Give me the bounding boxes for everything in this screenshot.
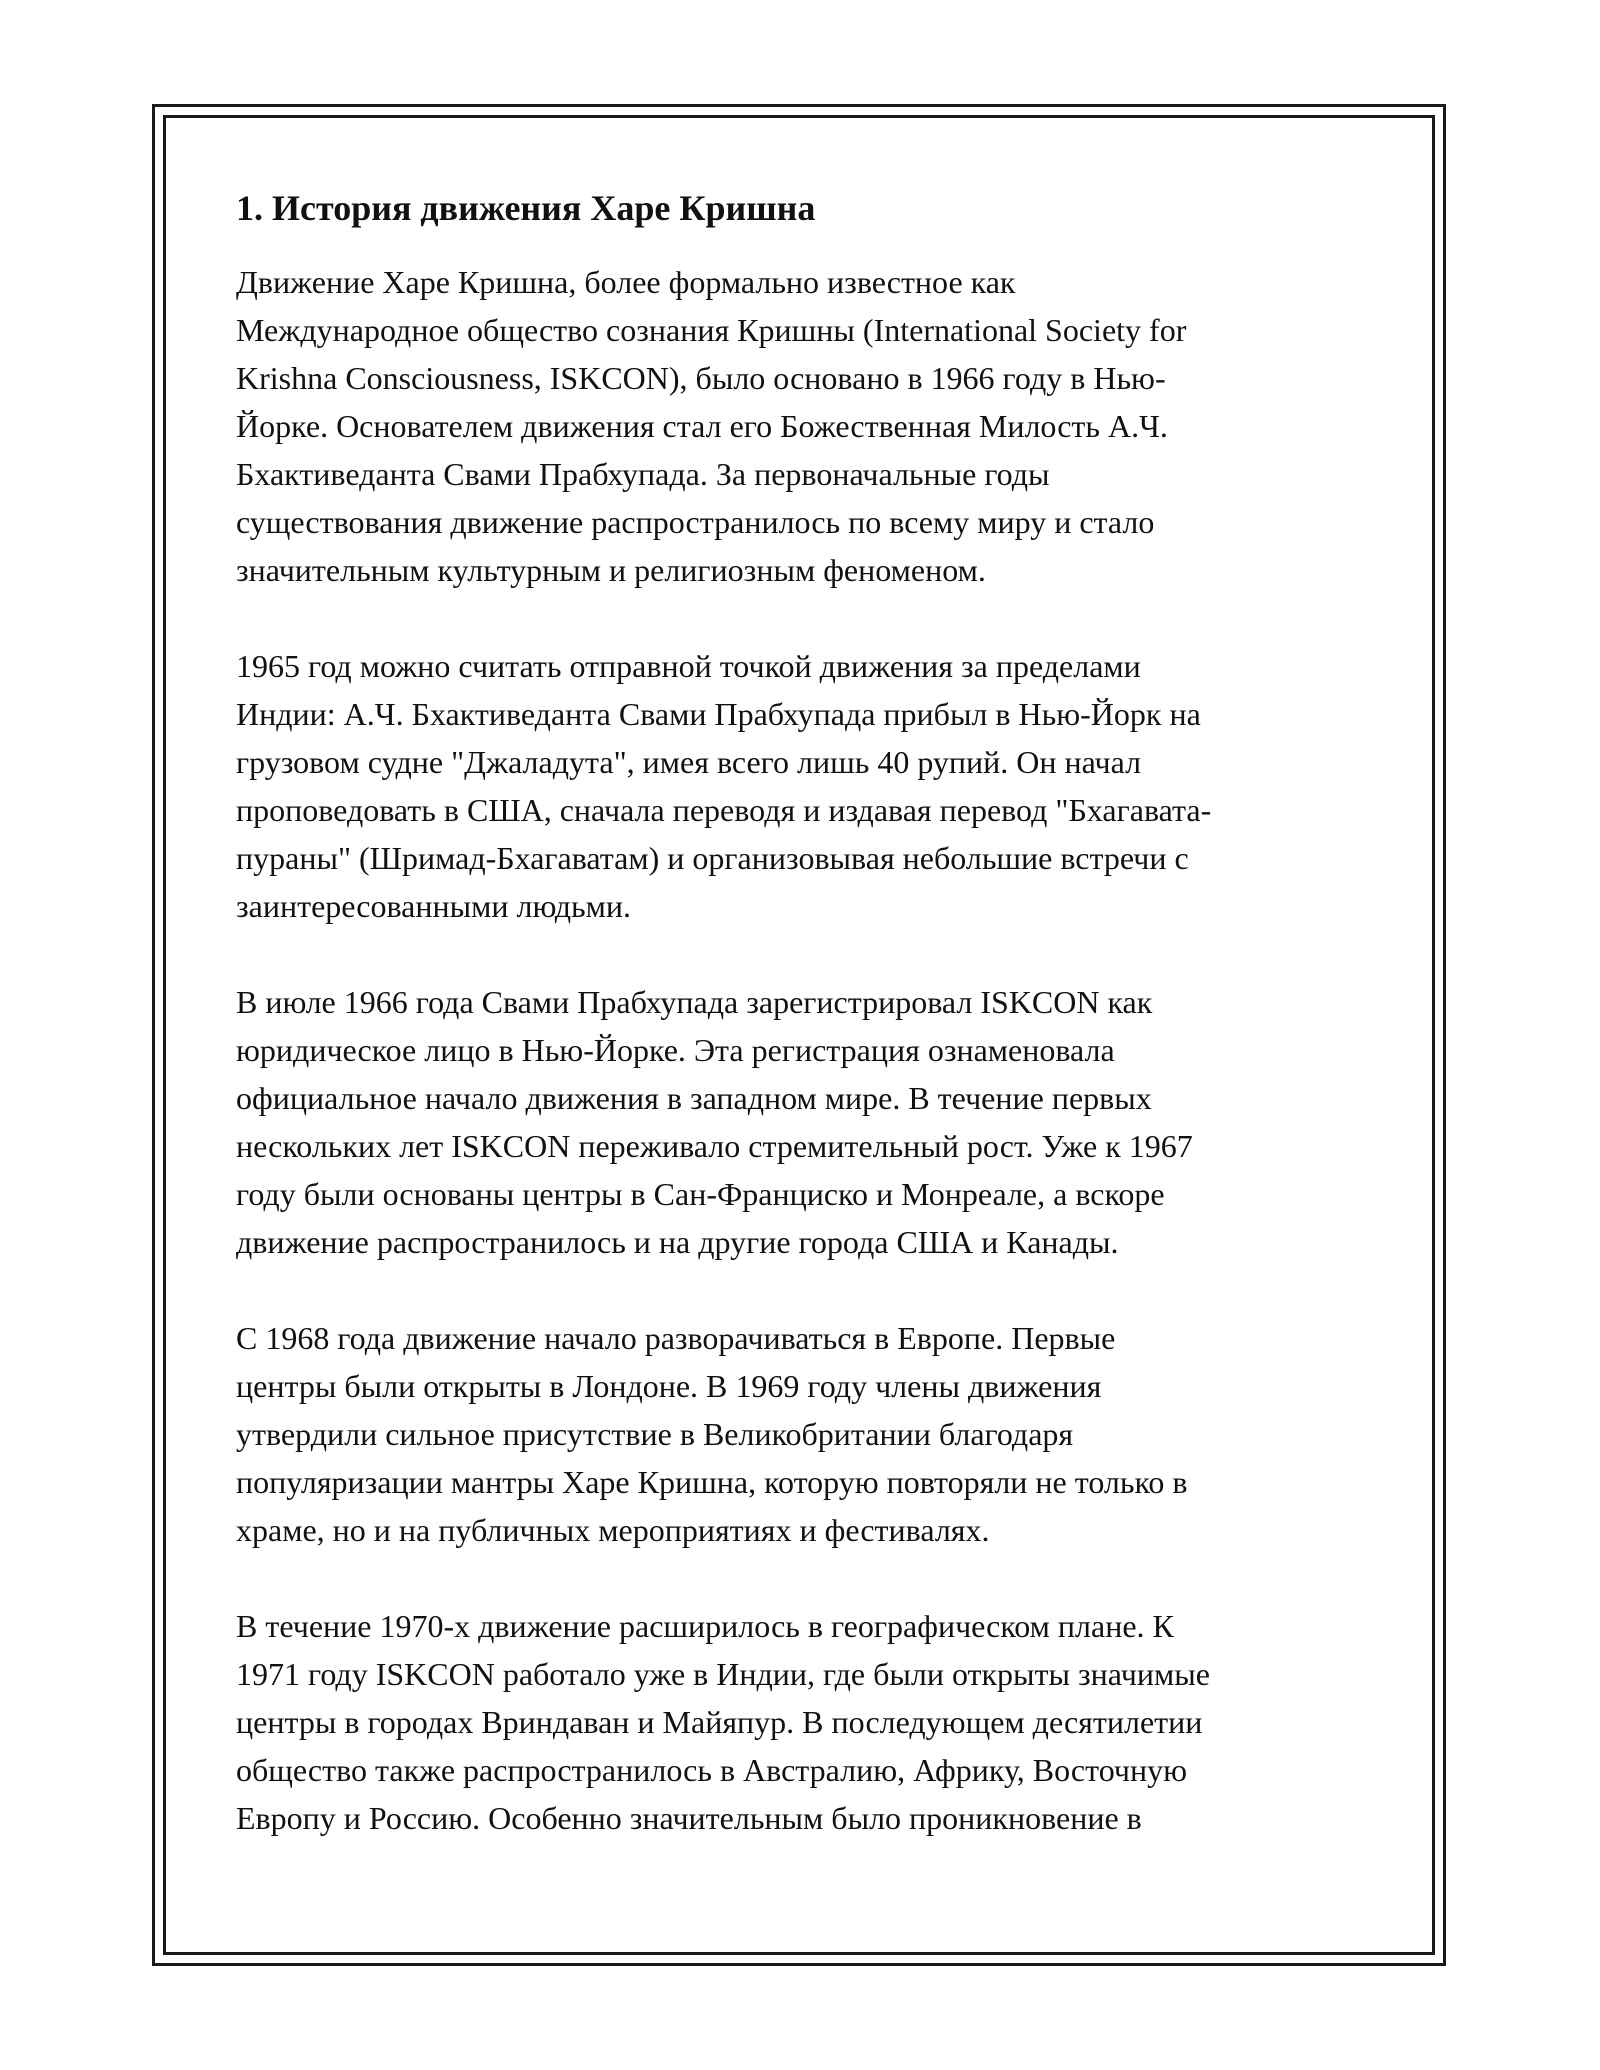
paragraph-2: 1965 год можно считать отправной точкой движения за пределами Индии: А.Ч. Бхактиведанта Свами Прабхупада прибыл в Нью-Йорк на грузовом судне "Джаладута", имея всего лишь 40 рупий. Он начал проповедовать в США, сначала переводя и издавая перевод "Бхагавата- пураны" (Шримад-Бхагаватам) и организовывая небольшие встречи с заинтересованными людьми. xyxy=(236,648,1212,924)
document-body xyxy=(236,186,1376,1890)
paragraph-4: С 1968 года движение начало разворачиваться в Европе. Первые центры были открыты в Лондоне. В 1969 году члены движения утвердили сильное присутствие в Великобритании благодаря популяризации мантры Харе Кришна, которую повторяли не только в храме, но и на публичных мероприятиях и фестивалях. xyxy=(236,1320,1188,1548)
paragraph-1: Движение Харе Кришна, более формально известное как Международное общество сознания Кришны (International Society for Krishna Consciousness, ISKCON), было основано в 1966 году в Нью- Йорке. Основателем движения стал его Божественная Милость А.Ч. Бхактиведанта Свами Прабхупада. За первоначальные годы существования движение распространилось по всему миру и стало значительным культурным и религиозным феноменом. xyxy=(236,264,1187,588)
section-heading: 1. История движения Харе Кришна xyxy=(236,188,816,228)
paragraph-3: В июле 1966 года Свами Прабхупада зарегистрировал ISKCON как юридическое лицо в Нью-Йорке. Эта регистрация ознаменовала официальное начало движения в западном мире. В течение первых нескольких лет ISKCON переживало стремительный рост. Уже к 1967 году были основаны центры в Сан-Франциско и Монреале, а вскоре движение распространилось и на другие города США и Канады. xyxy=(236,984,1193,1260)
paragraph-5: В течение 1970-х движение расширилось в географическом плане. К 1971 году ISKCON работало уже в Индии, где были открыты значимые центры в городах Вриндаван и Майяпур. В последующем десятилетии общество также распространилось в Австралию, Африку, Восточную Европу и Россию. Особенно значительным было проникновение в xyxy=(236,1608,1210,1836)
